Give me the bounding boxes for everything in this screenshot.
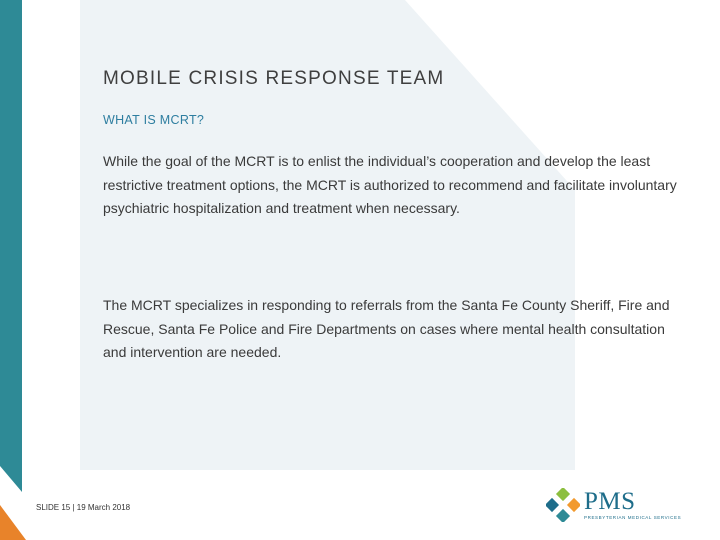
slide-subtitle: WHAT IS MCRT? [103,113,205,127]
body-paragraph-2: The MCRT specializes in responding to referrals from the Santa Fe County Sheriff, Fire and Rescue, Santa Fe Police and Fire Departments on cases where mental health consultation and intervention are needed. [103,297,670,360]
logo-name: PMS [584,488,636,515]
body-paragraph-1: While the goal of the MCRT is to enlist the individual’s cooperation and develop the least restrictive treatment options, the MCRT is authorized to recommend and facilitate involuntary psychiatric hospitalization and treatment when necessary. [103,153,677,216]
slide-footer: SLIDE 15 | 19 March 2018 [36,503,131,512]
pms-logo [546,488,706,524]
logo-tagline: PRESBYTERIAN MEDICAL SERVICES [584,515,682,520]
pms-flower-logo-icon [546,488,580,522]
slide-title: MOBILE CRISIS RESPONSE TEAM [103,68,445,89]
